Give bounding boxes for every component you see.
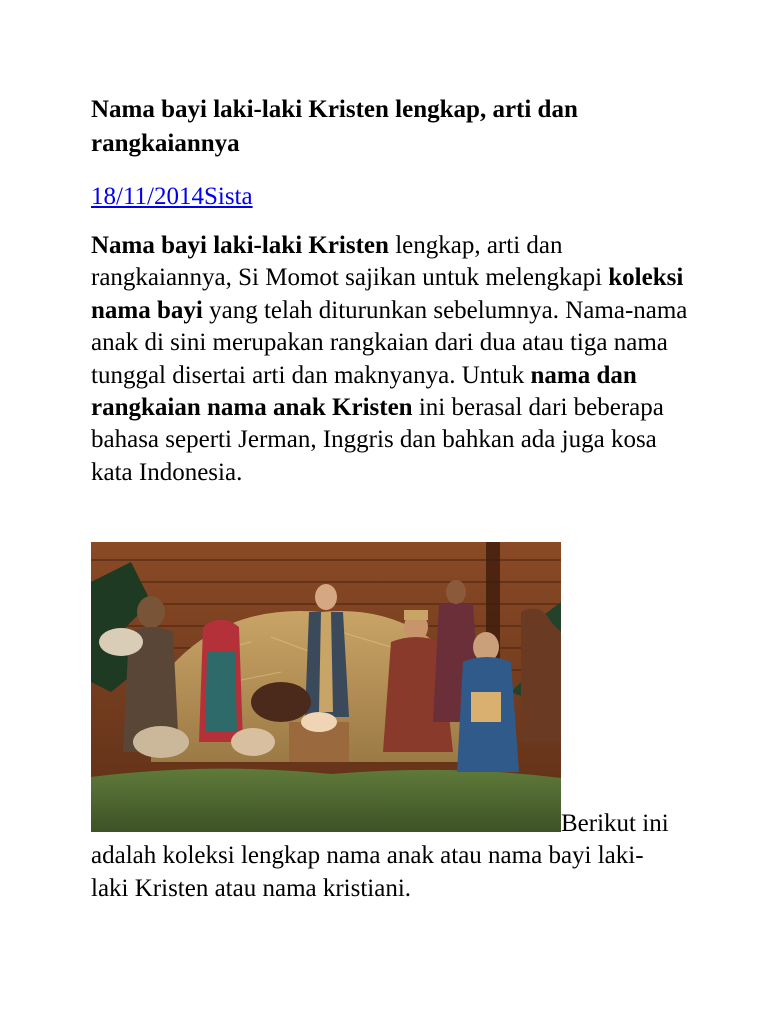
bold-phrase: Nama bayi laki-laki Kristen — [91, 232, 389, 259]
paragraph-text: lengkap, arti dan rangkaiannya, Si Momot sajikan untuk melengkapi — [91, 232, 609, 292]
paragraph-text: ini berasal dari beberapa bahasa seperti Jerman, Inggris dan bahkan ada juga kosa kata Indonesia. — [91, 394, 664, 486]
lamb-figure — [231, 728, 275, 756]
sheep-figure — [133, 726, 189, 758]
bold-phrase: nama dan rangkaian nama anak Kristen — [91, 361, 637, 422]
article-meta — [91, 180, 253, 214]
intro-paragraph — [91, 230, 691, 489]
author-link[interactable]: Sista — [203, 183, 253, 210]
camel-figure — [521, 609, 561, 742]
nativity-scene-illustration — [91, 542, 561, 832]
ox-figure — [251, 682, 311, 722]
bold-phrase: koleksi nama bayi — [91, 264, 684, 324]
paragraph-first-word: Berikut — [561, 810, 636, 837]
paragraph-text: yang telah diturunkan sebelumnya. Nama-nama anak di sini merupakan rangkaian dari dua atau tiga nama tunggal disertai arti dan maknyanya. Untuk — [91, 296, 688, 389]
article-title: Nama bayi laki-laki Kristen lengkap, arti dan rangkaiannya — [91, 96, 578, 157]
date-link[interactable]: 18/11/2014 — [91, 183, 204, 210]
after-image-paragraph — [91, 808, 681, 905]
paragraph-text: ini adalah koleksi lengkap nama anak atau nama bayi laki-laki Kristen atau nama kristiani. — [91, 810, 669, 902]
nativity-image — [91, 542, 561, 832]
mary-figure — [199, 620, 243, 743]
